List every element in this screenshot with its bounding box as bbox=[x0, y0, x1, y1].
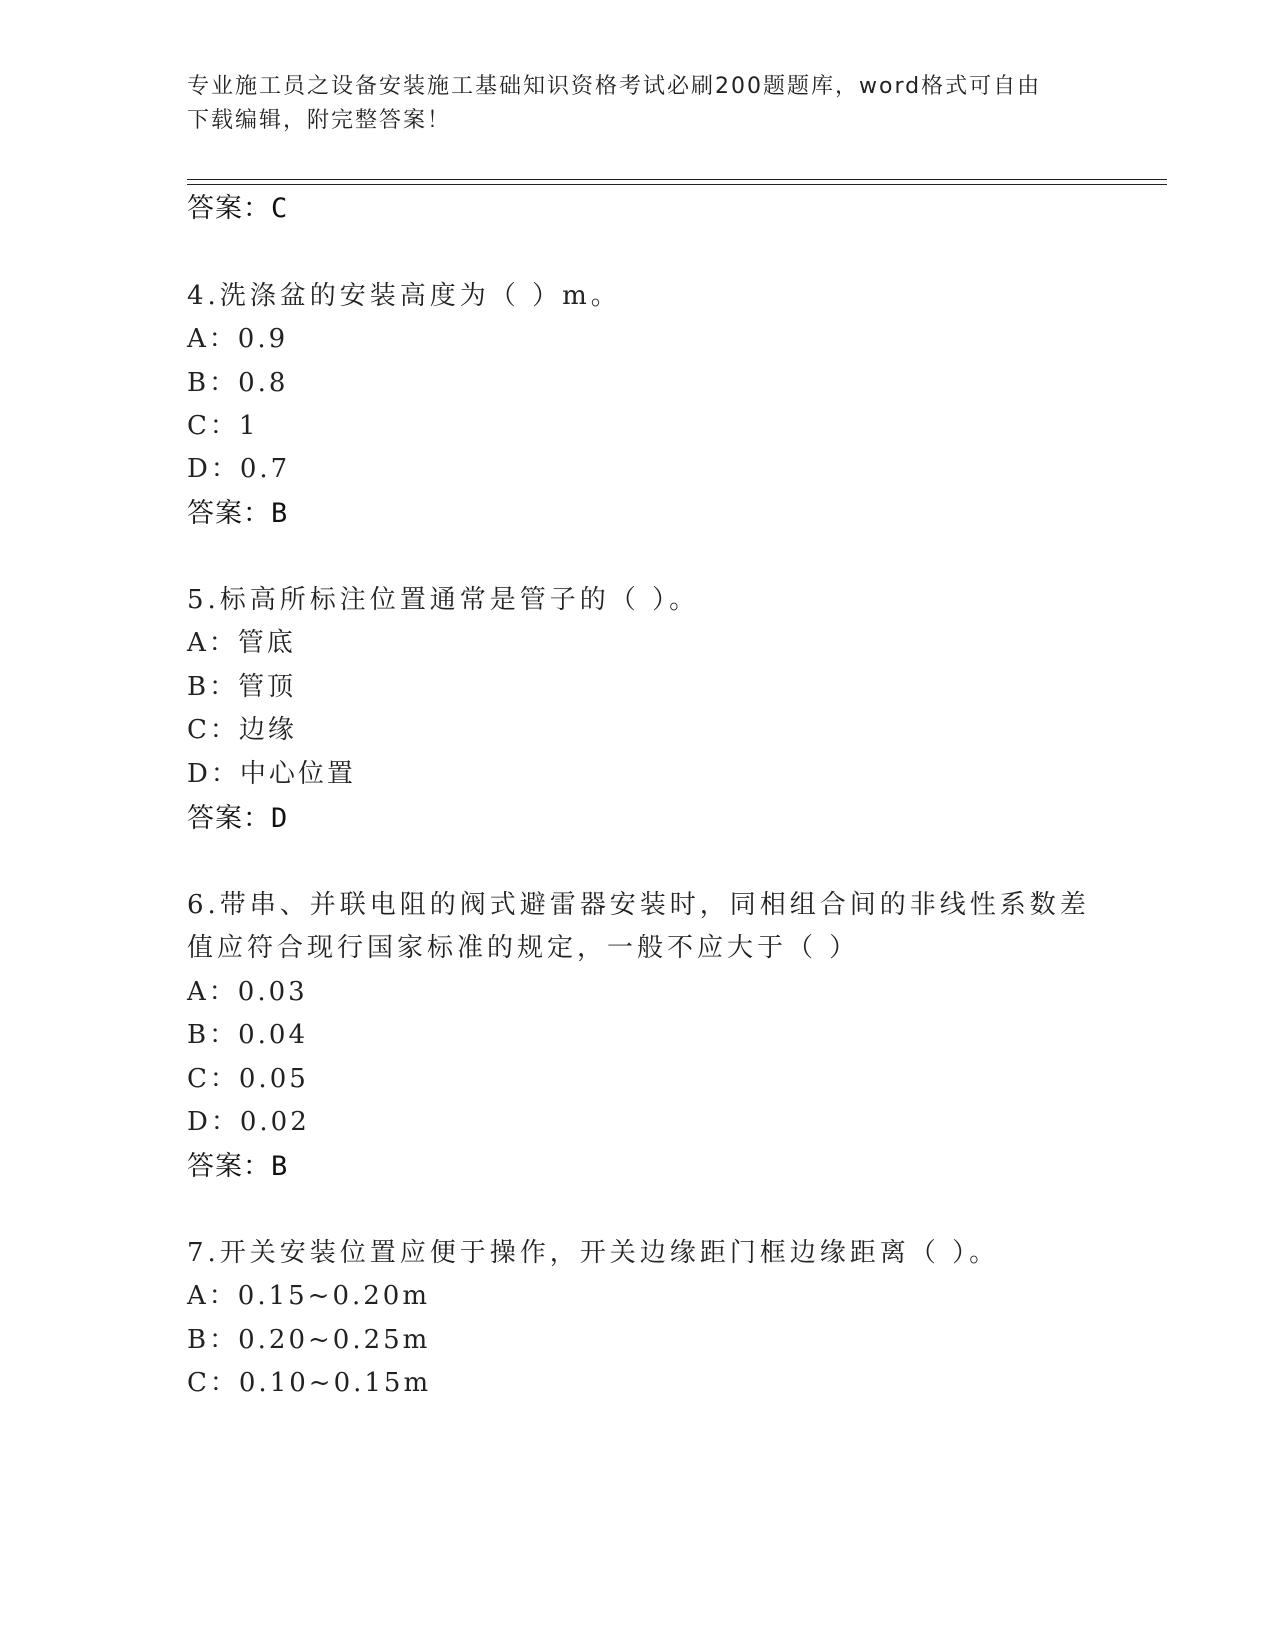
question-7-stem: 7.开关安装位置应便于操作，开关边缘距门框边缘距离（ ）。 bbox=[187, 1238, 1000, 1268]
question-5-option-b: B：管顶 bbox=[187, 672, 297, 702]
header-divider bbox=[187, 179, 1167, 180]
question-6-stem-line-1: 6.带串、并联电阻的阀式避雷器安装时，同相组合间的非线性系数差 bbox=[187, 890, 1090, 920]
question-7-option-a: A：0.15~0.20m bbox=[187, 1281, 430, 1311]
question-4-answer: 答案：B bbox=[187, 498, 289, 529]
question-6-option-c: C：0.05 bbox=[187, 1064, 309, 1094]
question-6-option-d: D：0.02 bbox=[187, 1107, 310, 1137]
header-line-1: 专业施工员之设备安装施工基础知识资格考试必刷200题题库，word格式可自由 bbox=[187, 74, 1042, 99]
question-5-answer: 答案：D bbox=[187, 803, 289, 834]
question-6-option-b: B：0.04 bbox=[187, 1020, 308, 1050]
question-6-stem-line-2: 值应符合现行国家标准的规定，一般不应大于（ ） bbox=[187, 933, 860, 963]
question-4-option-d: D：0.7 bbox=[187, 454, 291, 484]
question-4-option-c: C：1 bbox=[187, 411, 259, 441]
previous-answer: 答案：C bbox=[187, 193, 289, 224]
header-divider-second bbox=[187, 184, 1167, 185]
question-5-option-c: C：边缘 bbox=[187, 715, 297, 745]
question-4-option-b: B：0.8 bbox=[187, 368, 289, 398]
question-7-option-b: B：0.20~0.25m bbox=[187, 1325, 431, 1355]
header-line-2: 下载编辑，附完整答案！ bbox=[187, 108, 452, 133]
question-4-option-a: A：0.9 bbox=[187, 324, 289, 354]
question-4-stem: 4.洗涤盆的安装高度为（ ）m。 bbox=[187, 281, 621, 311]
question-6-option-a: A：0.03 bbox=[187, 977, 308, 1007]
question-6-answer: 答案：B bbox=[187, 1151, 289, 1182]
question-5-option-a: A：管底 bbox=[187, 628, 296, 658]
question-5-option-d: D：中心位置 bbox=[187, 759, 356, 789]
question-7-option-c: C：0.10~0.15m bbox=[187, 1368, 432, 1398]
question-5-stem: 5.标高所标注位置通常是管子的（ ）。 bbox=[187, 585, 700, 615]
document-header bbox=[187, 70, 1067, 138]
